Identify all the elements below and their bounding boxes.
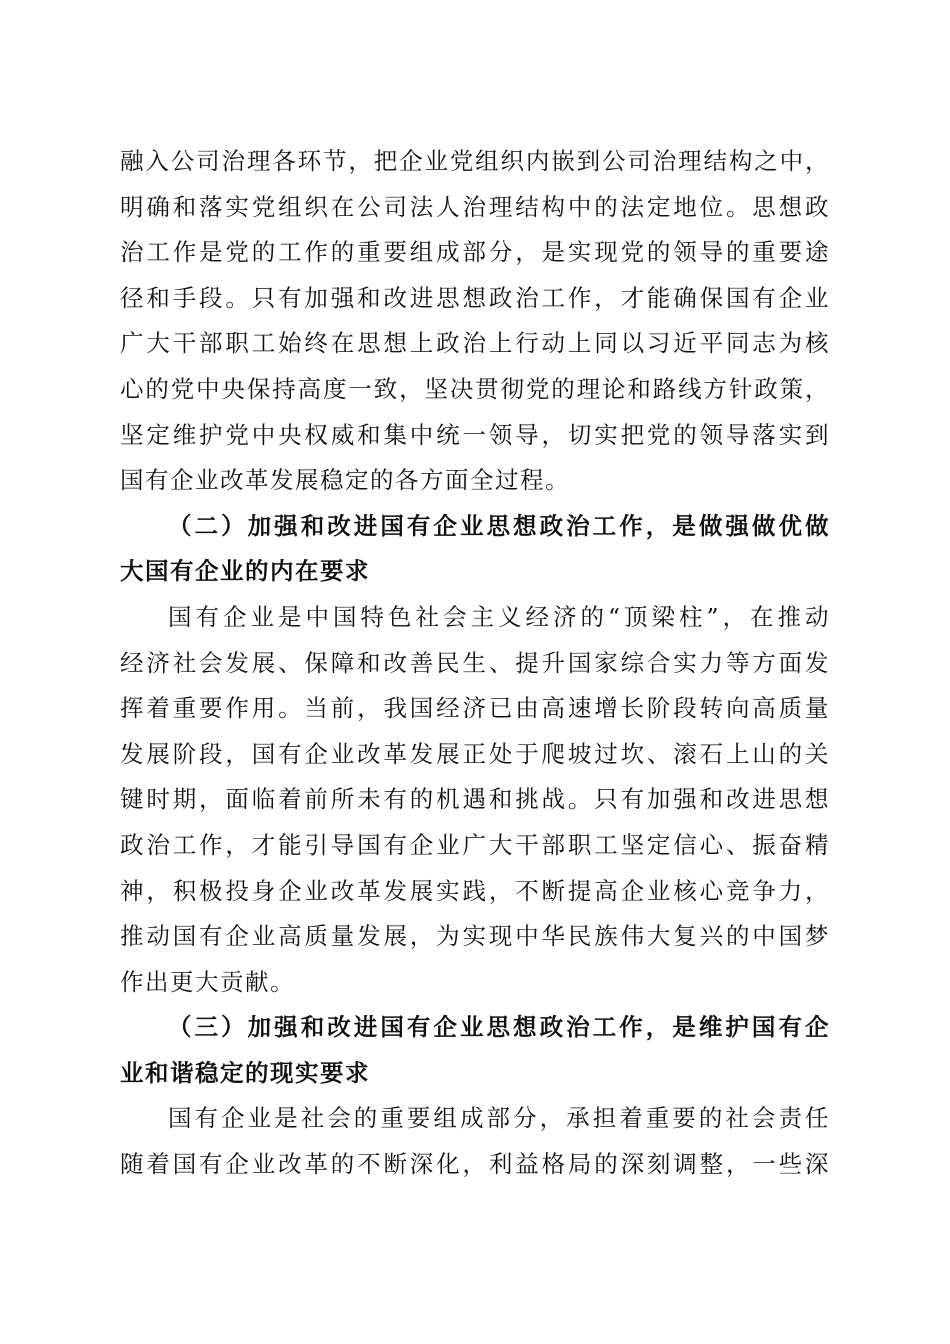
text-line: 随着国有企业改革的不断深化，利益格局的深刻调整，一些深 (120, 1150, 830, 1179)
text-line: 作出更大贡献。 (120, 967, 295, 996)
section-heading-3 (120, 1005, 830, 1096)
text-line: 广大干部职工始终在思想上政治上行动上同以习近平同志为核 (120, 329, 830, 358)
heading-line: 大国有企业的内在要求 (120, 557, 370, 586)
text-line: 明确和落实党组织在公司法人治理结构中的法定地位。思想政 (120, 192, 830, 221)
section-heading-2 (120, 504, 830, 595)
paragraph-social-responsibility (120, 1096, 830, 1187)
text-line: 心的党中央保持高度一致，坚决贯彻党的理论和路线方针政策， (120, 374, 830, 403)
text-line: 发展阶段，国有企业改革发展正处于爬坡过坎、滚石上山的关 (120, 739, 830, 768)
heading-line: 业和谐稳定的现实要求 (120, 1058, 370, 1087)
text-line: 神，积极投身企业改革发展实践，不断提高企业核心竞争力， (120, 876, 830, 905)
text-line: 经济社会发展、保障和改善民生、提升国家综合实力等方面发 (120, 648, 830, 677)
document-body (120, 139, 830, 1188)
text-line: 国有企业是社会的重要组成部分，承担着重要的社会责任 (168, 1104, 830, 1133)
text-line: 国有企业改革发展稳定的各方面全过程。 (120, 466, 570, 495)
text-line: 治工作是党的工作的重要组成部分，是实现党的领导的重要途 (120, 238, 830, 267)
text-line: 推动国有企业高质量发展，为实现中华民族伟大复兴的中国梦 (120, 922, 830, 951)
text-line: 融入公司治理各环节，把企业党组织内嵌到公司治理结构之中， (120, 147, 830, 175)
text-line: 挥着重要作用。当前，我国经济已由高速增长阶段转向高质量 (120, 694, 830, 723)
heading-line: （三）加强和改进国有企业思想政治工作，是维护国有企 (168, 1013, 830, 1042)
text-line: 政治工作，才能引导国有企业广大干部职工坚定信心、振奋精 (120, 830, 830, 859)
paragraph-party-leadership (120, 139, 830, 504)
paragraph-pillar-of-economy (120, 595, 830, 1005)
text-line: 键时期，面临着前所未有的机遇和挑战。只有加强和改进思想 (120, 785, 830, 814)
heading-line: （二）加强和改进国有企业思想政治工作，是做强做优做 (168, 511, 830, 540)
text-line: 坚定维护党中央权威和集中统一领导，切实把党的领导落实到 (120, 420, 830, 449)
text-line: 径和手段。只有加强和改进思想政治工作，才能确保国有企业 (120, 283, 830, 312)
text-line: 国有企业是中国特色社会主义经济的“顶梁柱”，在推动 (168, 602, 830, 631)
